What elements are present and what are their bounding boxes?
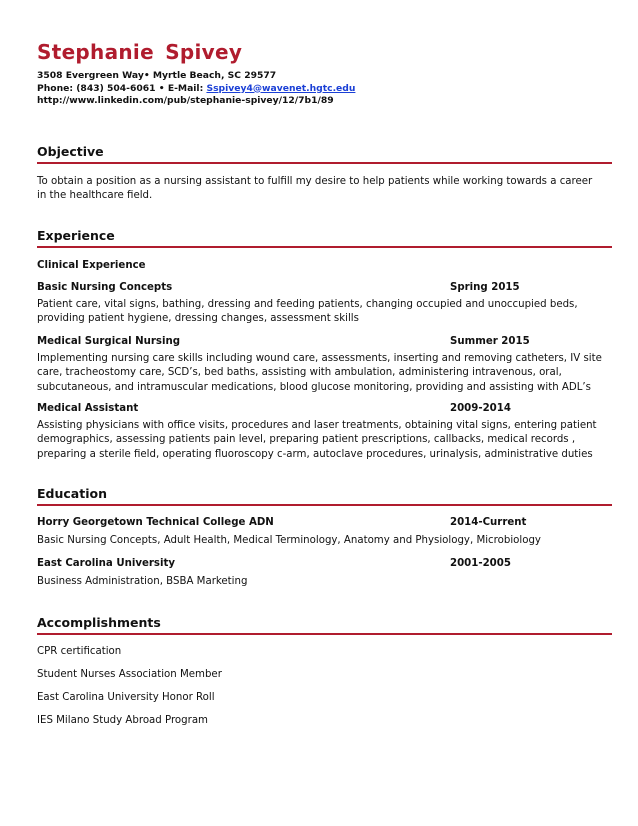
section-heading-experience: Experience	[37, 228, 612, 248]
school-name: East Carolina University	[37, 558, 176, 569]
job-row	[37, 282, 602, 293]
job-date: Summer 2015	[450, 336, 530, 347]
school-row	[37, 517, 602, 528]
job-row	[37, 403, 602, 414]
school-detail: Basic Nursing Concepts, Adult Health, Medical Terminology, Anatomy and Physiology, Microbiology	[37, 535, 541, 546]
applicant-name: Stephanie Spivey	[37, 40, 243, 64]
experience-subheading: Clinical Experience	[37, 260, 146, 271]
email-link[interactable]: Sspivey4@wavenet.hgtc.edu	[206, 82, 356, 94]
job-description: Patient care, vital signs, bathing, dressing and feeding patients, changing occupied and unoccupied beds, providing patient hygiene, dressing changes, assessment skills	[37, 299, 578, 325]
job-date: Spring 2015	[450, 282, 520, 293]
job-description: Assisting physicians with office visits, procedures and laser treatments, obtaining vital signs, entering patient demographics, assessing patients pain level, preparing patient prescriptions, callbacks, medical records , preparing a sterile field, operating fluoroscopy c-arm, autoclave procedures, urinalysis, administrative duties	[37, 420, 597, 460]
section-heading-accomplishments: Accomplishments	[37, 615, 612, 635]
accomplishment-item: East Carolina University Honor Roll	[37, 692, 215, 703]
school-date: 2001-2005	[450, 558, 511, 569]
objective-text: To obtain a position as a nursing assistant to fulfill my desire to help patients while working towards a career in the healthcare field.	[37, 176, 593, 202]
school-date: 2014-Current	[450, 517, 527, 528]
address: 3508 Evergreen Way• Myrtle Beach, SC 29577	[37, 70, 277, 81]
phone-email-line	[37, 83, 355, 96]
job-title: Medical Assistant	[37, 403, 139, 414]
school-row	[37, 558, 602, 569]
job-description: Implementing nursing care skills including wound care, assessments, inserting and removing catheters, IV site care, tracheostomy care, SCD’s, bed baths, assisting with ambulation, administering intravenous, oral, subcutaneous, and intramuscular medications, blood glucose monitoring, providing and assisting with ADL’s	[37, 353, 602, 393]
contact-block	[37, 70, 355, 108]
school-detail: Business Administration, BSBA Marketing	[37, 576, 248, 587]
phone: Phone: (843) 504-6061 • E-Mail:	[37, 82, 207, 94]
section-heading-objective: Objective	[37, 144, 612, 164]
job-row	[37, 336, 602, 347]
job-date: 2009-2014	[450, 403, 511, 414]
job-title: Medical Surgical Nursing	[37, 336, 181, 347]
job-title: Basic Nursing Concepts	[37, 282, 173, 293]
accomplishment-item: Student Nurses Association Member	[37, 669, 222, 680]
section-heading-education: Education	[37, 486, 612, 506]
accomplishment-item: IES Milano Study Abroad Program	[37, 715, 208, 726]
linkedin-url: http://www.linkedin.com/pub/stephanie-spivey/12/7b1/89	[37, 95, 334, 106]
school-name: Horry Georgetown Technical College ADN	[37, 517, 274, 528]
accomplishment-item: CPR certification	[37, 646, 122, 657]
